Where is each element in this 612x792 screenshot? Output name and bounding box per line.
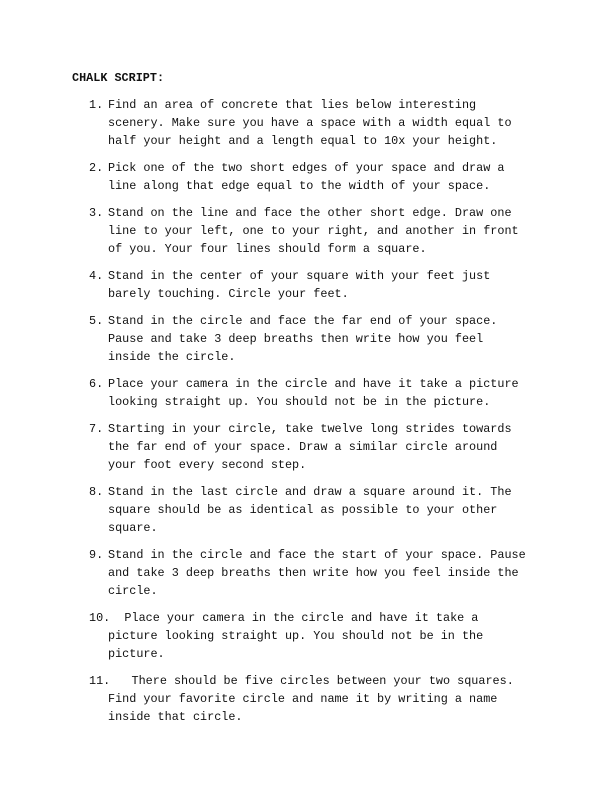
- list-item: [0, 546, 612, 600]
- steps-list: [0, 96, 612, 735]
- step-text: Starting in your circle, take twelve long strides towards the far end of your space. Draw a similar circle around your foot every second step.: [108, 422, 512, 472]
- list-item: [0, 159, 612, 195]
- step-text: Stand in the last circle and draw a square around it. The square should be as identical as possible to your other square.: [108, 485, 512, 535]
- document-title: CHALK SCRIPT:: [72, 71, 165, 85]
- list-item: [0, 267, 612, 303]
- step-text: picture looking straight up. You should not be in the picture.: [108, 629, 484, 661]
- step-first-line: [0, 672, 612, 690]
- step-number: 9.: [89, 548, 104, 562]
- step-number: 4.: [89, 269, 104, 283]
- step-number: 5.: [89, 314, 104, 328]
- step-text: Stand in the circle and face the far end of your space. Pause and take 3 deep breaths then write how you feel inside the circle.: [108, 314, 498, 364]
- step-text: Stand in the circle and face the start of your space. Pause and take 3 deep breaths then write how you feel inside the circle.: [108, 548, 526, 598]
- list-item: [0, 204, 612, 258]
- list-item: [0, 420, 612, 474]
- step-first-line: [0, 609, 612, 627]
- step-text: Stand in the center of your square with your feet just barely touching. Circle your feet.: [108, 269, 491, 301]
- step-number: 10.: [89, 611, 111, 625]
- list-item: [0, 609, 612, 663]
- step-number: 8.: [89, 485, 104, 499]
- step-text-first: There should be five circles between your two squares.: [131, 674, 514, 688]
- step-number: 11.: [89, 674, 111, 688]
- step-number: 7.: [89, 422, 104, 436]
- step-text: Find your favorite circle and name it by writing a name inside that circle.: [108, 692, 498, 724]
- list-item: [0, 375, 612, 411]
- step-text-first: Place your camera in the circle and have it take a: [124, 611, 479, 625]
- step-number: 3.: [89, 206, 104, 220]
- list-item: [0, 483, 612, 537]
- list-item: [0, 96, 612, 150]
- step-text: Stand on the line and face the other short edge. Draw one line to your left, one to your right, and another in front of you. Your four lines should form a square.: [108, 206, 519, 256]
- list-item: [0, 312, 612, 366]
- step-number: 1.: [89, 98, 104, 112]
- step-text: Pick one of the two short edges of your space and draw a line along that edge equal to the width of your space.: [108, 161, 505, 193]
- step-number: 6.: [89, 377, 104, 391]
- step-text: Place your camera in the circle and have it take a picture looking straight up. You should not be in the picture.: [108, 377, 519, 409]
- list-item: [0, 672, 612, 726]
- step-number: 2.: [89, 161, 104, 175]
- step-text: Find an area of concrete that lies below interesting scenery. Make sure you have a space with a width equal to half your height and a length equal to 10x your height.: [108, 98, 512, 148]
